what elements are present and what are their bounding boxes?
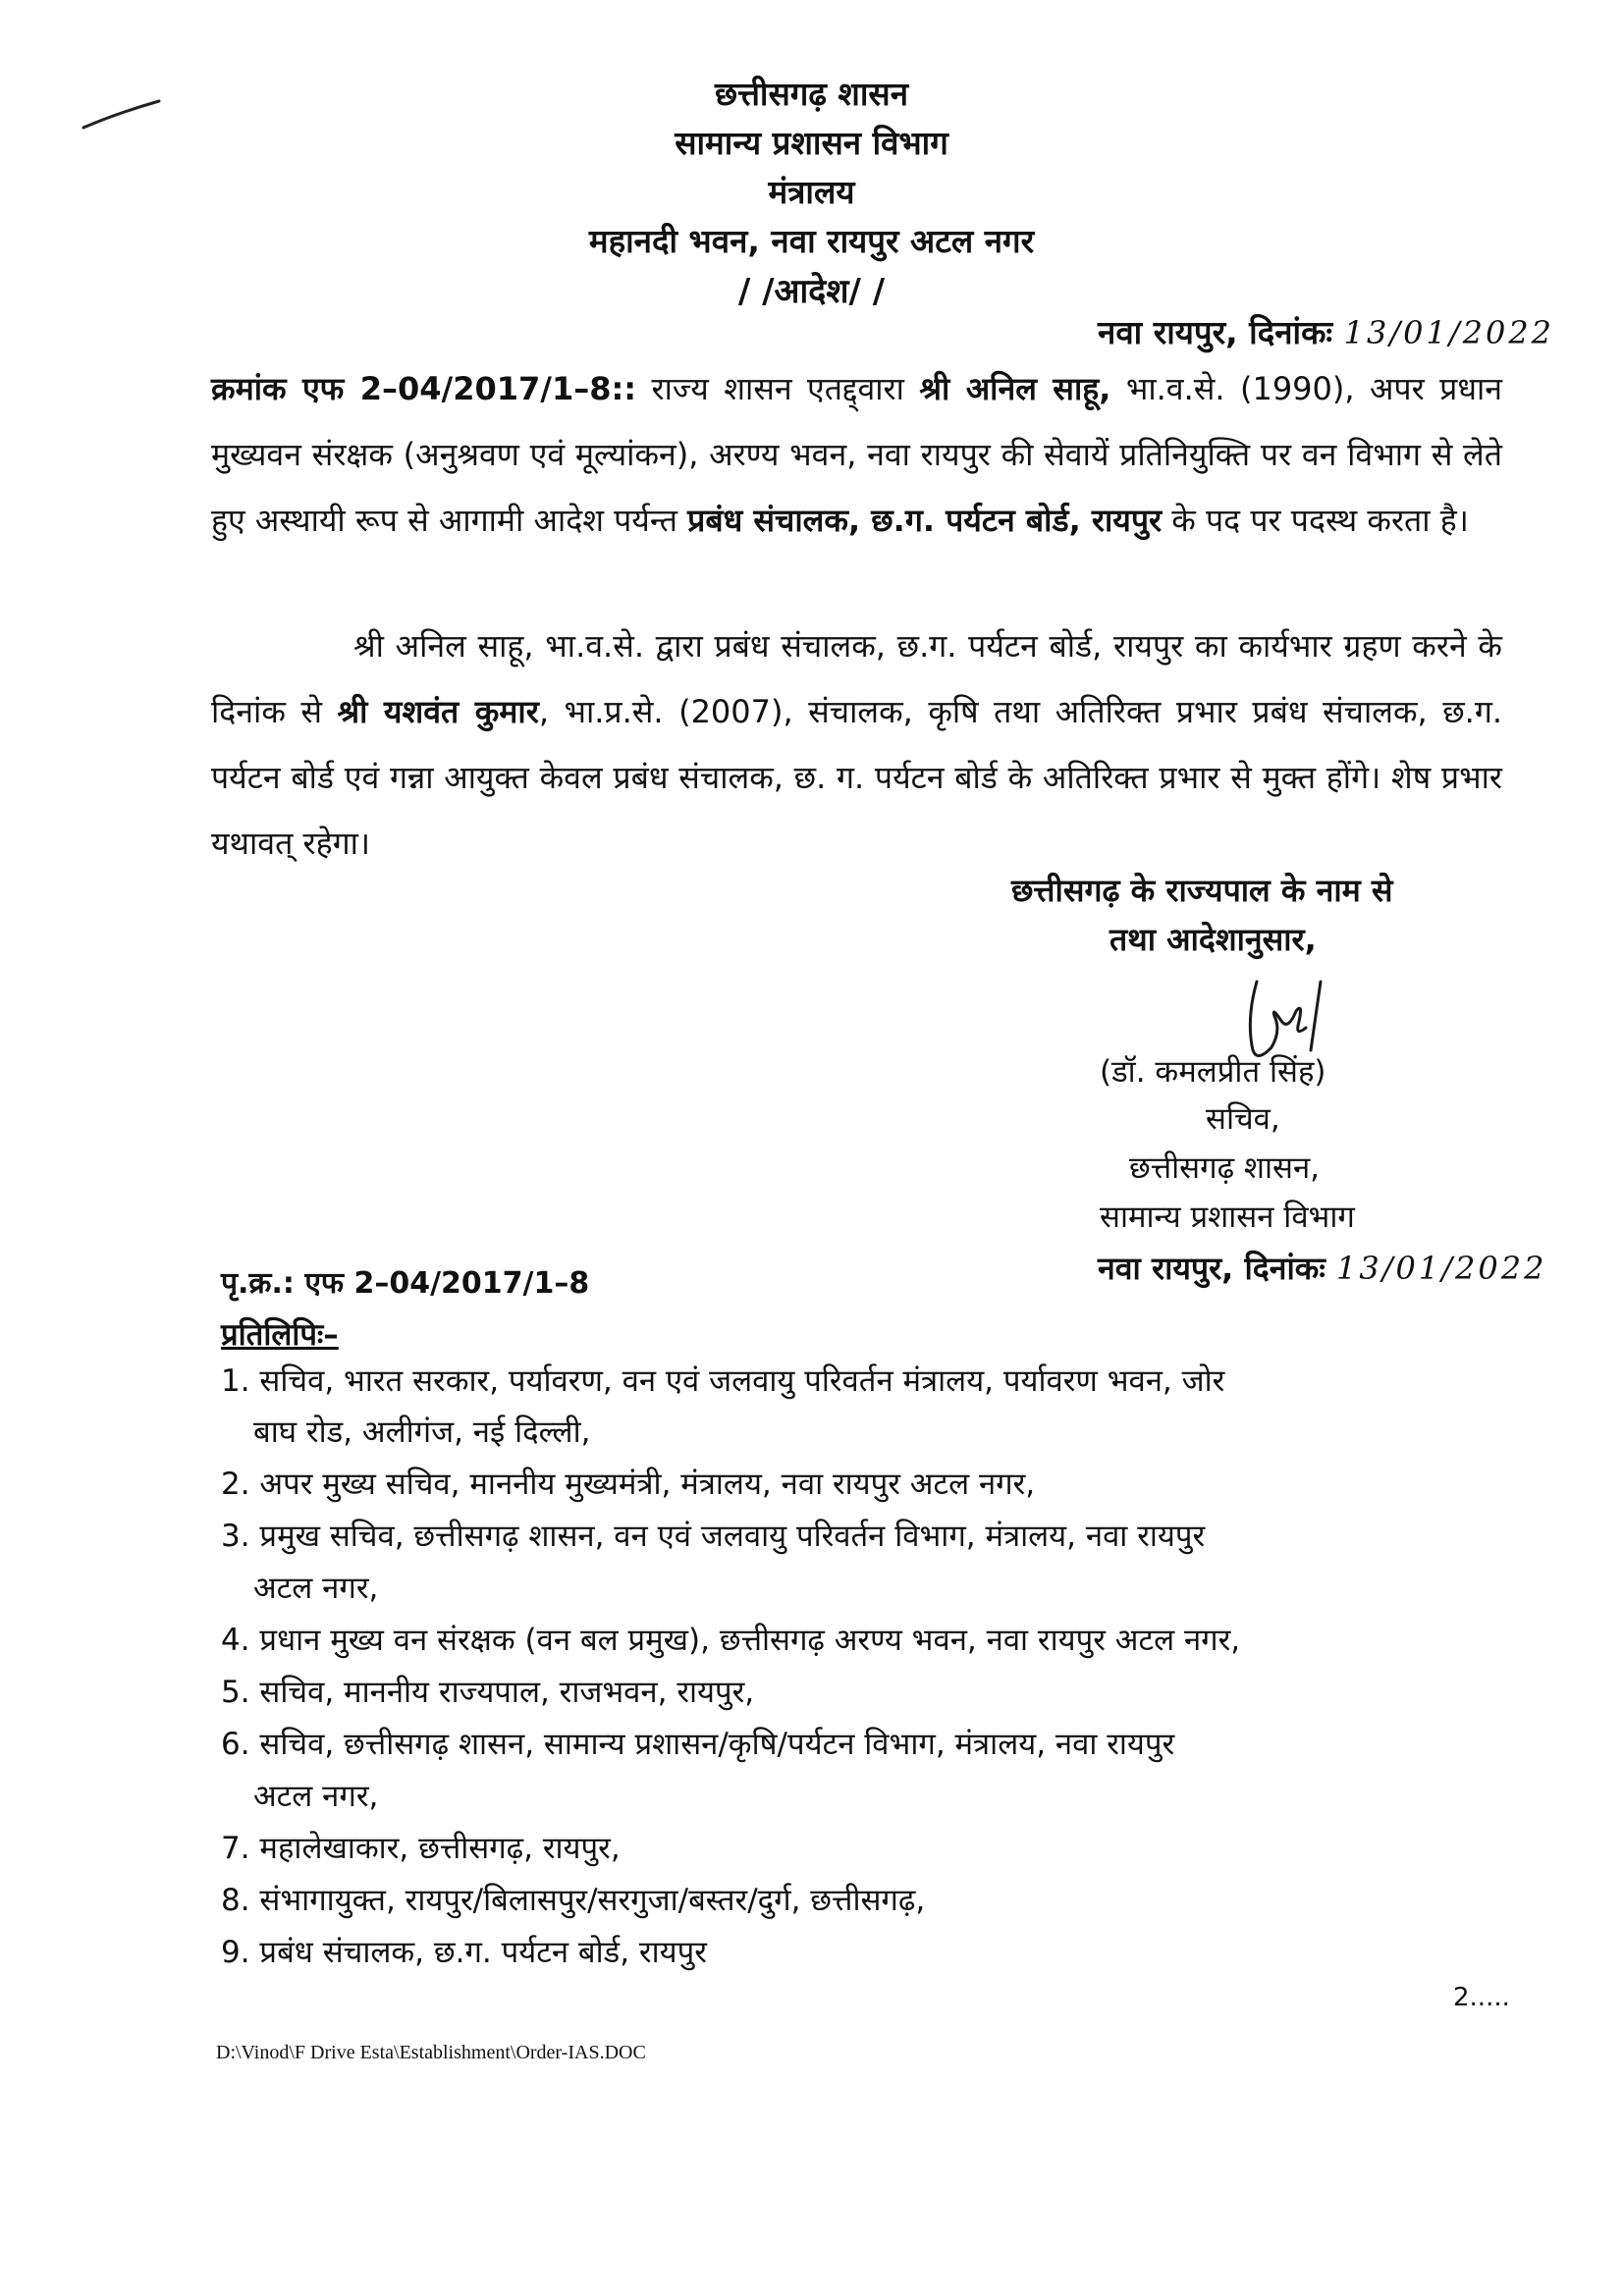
- endorsement-date-label: नवा रायपुर, दिनांकः: [1098, 1250, 1325, 1287]
- copy-item-6-cont: अटल नगर,: [253, 1779, 379, 1814]
- copy-item-6: 6. सचिव, छत्तीसगढ़ शासन, सामान्य प्रशासन/कृषि/पर्यटन विभाग, मंत्रालय, नवा रायपुर: [221, 1727, 1175, 1762]
- order-paragraph-1: [211, 356, 1502, 554]
- endorsement-date-line: [1098, 1247, 1546, 1289]
- order2-text-b: , भा.प्र.से. (2007), संचालक, कृषि तथा अतिरिक्त प्रभार प्रबंध संचालक, छ.ग. पर्यटन बोर्ड एवं गन्ना आयुक्त केवल प्रबंध संचालक, छ. ग. पर्यटन बोर्ड के अतिरिक्त प्रभार से मुक्त होंगे। शेष प्रभार यथावत् रहेगा।: [211, 693, 1503, 862]
- copy-item-3: 3. प्रमुख सचिव, छत्तीसगढ़ शासन, वन एवं जलवायु परिवर्तन विभाग, मंत्रालय, नवा रायपुर: [221, 1519, 1206, 1554]
- header-ministry: मंत्रालय: [768, 173, 855, 211]
- order-title: / /आदेश/ /: [737, 272, 886, 311]
- officer-name: श्री अनिल साहू,: [919, 370, 1111, 407]
- endorsement-number: पृ.क्र.: एफ 2–04/2017/1–8: [221, 1266, 590, 1301]
- copy-item-1-cont: बाघ रोड, अलीगंज, नई दिल्ली,: [253, 1415, 591, 1450]
- authority-line-1: छत्तीसगढ़ के राज्यपाल के नाम से: [1011, 872, 1393, 909]
- order-paragraph-2: [211, 614, 1502, 877]
- copy-item-5: 5. सचिव, माननीय राज्यपाल, राजभवन, रायपुर,: [221, 1675, 755, 1710]
- header-address: महानदी भवन, नवा रायपुर अटल नगर: [588, 222, 1035, 260]
- copy-item-2: 2. अपर मुख्य सचिव, माननीय मुख्यमंत्री, मंत्रालय, नवा रायपुर अटल नगर,: [221, 1467, 1036, 1502]
- copy-heading: प्रतिलिपिः–: [221, 1317, 339, 1353]
- signatory-department: सामान्य प्रशासन विभाग: [1100, 1200, 1355, 1235]
- header-department: सामान्य प्रशासन विभाग: [675, 124, 948, 162]
- endorsement-handwritten-date: 13/01/2022: [1336, 1250, 1547, 1287]
- header-govt: छत्तीसगढ़ शासन: [714, 75, 909, 113]
- handwritten-date: 13/01/2022: [1343, 314, 1555, 351]
- order-text-c: के पद पर पदस्थ करता है।: [1171, 502, 1469, 539]
- order-text-b: भा.व.से. (1990), अपर प्रधान मुख्यवन संरक्षक (अनुश्रवण एवं मूल्यांकन), अरण्य भवन, नवा रायपुर की सेवायें प्रतिनियुक्ति पर वन विभाग से लेते हुए अस्थायी रूप से आगामी आदेश पर्यन्त: [211, 370, 1503, 539]
- copy-item-3-cont: अटल नगर,: [253, 1571, 379, 1606]
- date-label: नवा रायपुर, दिनांकः: [1098, 313, 1333, 351]
- page-continue-marker: 2.....: [1453, 1983, 1510, 2012]
- officer2-name: श्री यशवंत कुमार: [337, 693, 539, 730]
- order-text-a: राज्य शासन एतद्द्वारा: [651, 370, 904, 407]
- copy-item-8: 8. संभागायुक्त, रायपुर/बिलासपुर/सरगुजा/बस्तर/दुर्ग, छत्तीसगढ़,: [221, 1883, 926, 1918]
- signatory-name: (डॉ. कमलप्रीत सिंह): [1100, 1054, 1326, 1090]
- copy-item-1: 1. सचिव, भारत सरकार, पर्यावरण, वन एवं जलवायु परिवर्तन मंत्रालय, पर्यावरण भवन, जोर: [221, 1363, 1225, 1399]
- copy-item-7: 7. महालेखाकार, छत्तीसगढ़, रायपुर,: [221, 1831, 621, 1866]
- order2-text-a: श्री अनिल साहू, भा.व.से. द्वारा प्रबंध संचालक, छ.ग. पर्यटन बोर्ड, रायपुर का कार्यभार ग्रहण करने के दिनांक से: [211, 627, 1502, 730]
- copy-item-4: 4. प्रधान मुख्य वन संरक्षक (वन बल प्रमुख), छत्तीसगढ़ अरण्य भवन, नवा रायपुर अटल नगर,: [221, 1623, 1241, 1658]
- copy-item-9: 9. प्रबंध संचालक, छ.ग. पर्यटन बोर्ड, रायपुर: [221, 1935, 707, 1970]
- order-number: क्रमांक एफ 2–04/2017/1–8::: [211, 370, 637, 407]
- date-line: [1098, 309, 1554, 353]
- authority-line-2: तथा आदेशानुसार,: [1109, 921, 1317, 958]
- signatory-designation: सचिव,: [1206, 1101, 1280, 1137]
- signatory-govt: छत्तीसगढ़ शासन,: [1129, 1150, 1321, 1186]
- footer-file-path: D:\Vinod\F Drive Esta\Establishment\Order-IAS.DOC: [216, 2042, 646, 2063]
- post-name: प्रबंध संचालक, छ.ग. पर्यटन बोर्ड, रायपुर: [687, 502, 1163, 539]
